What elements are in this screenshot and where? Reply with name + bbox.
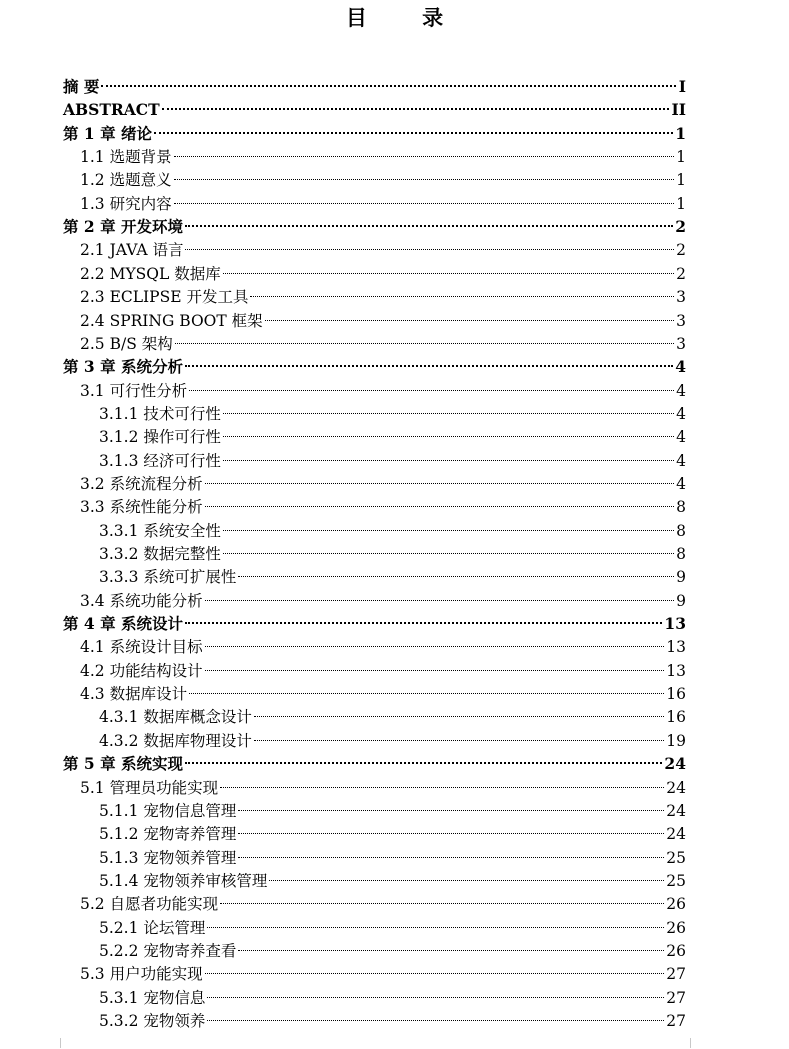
toc-entry[interactable] [99,537,686,563]
toc-entry-page-number: 3 [676,311,686,330]
toc-entry-page-number: 27 [666,988,686,1007]
toc-entry-label: 3.2 系统流程分析 [80,474,203,493]
toc-entry-label: 3.4 系统功能分析 [80,591,203,610]
toc-entry-label: 1.2 选题意义 [80,171,172,190]
toc-entry[interactable] [63,210,686,237]
toc-entry-label: 4.3.2 数据库物理设计 [99,731,252,750]
toc-entry[interactable] [80,677,686,704]
toc-dot-leader [185,747,662,769]
toc-entry-label: 3.1.1 技术可行性 [99,404,221,423]
toc-entry-page-number: 4 [675,357,686,377]
toc-entry[interactable] [63,70,686,96]
toc-entry[interactable] [80,327,686,353]
toc-entry[interactable] [63,93,686,120]
page-corner-mark-left [40,1038,61,1048]
toc-entry[interactable] [80,957,686,984]
toc-dot-leader [185,233,674,255]
toc-dot-leader [205,654,665,676]
toc-entry[interactable] [80,257,686,283]
toc-entry-page-number: 9 [676,568,686,587]
toc-entry-page-number: 24 [666,801,686,820]
toc-dot-leader [174,163,675,185]
toc-entry[interactable] [80,887,686,914]
toc-entry-label: ABSTRACT [63,100,160,120]
toc-dot-leader [250,280,674,302]
toc-entry[interactable] [63,607,686,634]
toc-entry-label: 3.1.2 操作可行性 [99,428,221,447]
toc-entry-label: 4.3.1 数据库概念设计 [99,708,252,727]
toc-entry[interactable] [99,981,686,1007]
toc-entry-label: 2.2 MYSQL 数据库 [80,264,221,283]
toc-dot-leader [207,1004,664,1026]
toc-entry-label: 5.1.4 宠物领养审核管理 [99,871,268,890]
toc-dot-leader [207,981,664,1003]
toc-entry-page-number: 3 [676,334,686,353]
toc-dot-leader [205,467,675,489]
toc-entry[interactable] [63,747,686,774]
toc-entry-label: 5.2.2 宠物寄养查看 [99,941,237,960]
toc-entry-page-number: 26 [666,895,686,914]
toc-entry-page-number: 4 [676,451,686,470]
toc-dot-leader [238,817,664,839]
toc-entry[interactable] [99,934,686,960]
toc-entry[interactable] [99,817,686,844]
toc-entry-page-number: 2 [676,241,686,260]
toc-dot-leader [238,794,664,816]
toc-dot-leader [189,374,674,396]
page-title: 目 录 [345,5,468,30]
toc-entry-page-number: 26 [666,941,686,960]
toc-entry-page-number: 8 [676,545,686,563]
toc-entry[interactable] [99,560,686,587]
toc-entry-label: 3.1 可行性分析 [80,381,188,400]
toc-dot-leader [238,934,664,956]
toc-entry[interactable] [99,864,686,890]
toc-entry-label: 摘 要 [63,77,100,96]
toc-entry-label: 5.2.1 论坛管理 [99,918,206,937]
toc-entry[interactable] [63,117,686,143]
toc-dot-leader [185,350,673,372]
toc-entry-page-number: 25 [666,871,686,890]
toc-entry[interactable] [99,724,686,750]
page-corner-mark-right [690,1038,711,1048]
toc-dot-leader [205,584,675,606]
toc-entry-label: 5.1.3 宠物领养管理 [99,848,237,867]
toc-entry-label: 3.1.3 经济可行性 [99,451,221,470]
toc-entry[interactable] [99,841,686,867]
toc-entry-label: 3.3.1 系统安全性 [99,521,221,540]
toc-entry-page-number: 4 [676,474,686,493]
toc-entry-label: 5.3 用户功能实现 [80,965,203,984]
toc-dot-leader [162,93,670,115]
toc-entry-label: 5.1 管理员功能实现 [80,778,219,797]
toc-dot-leader [238,841,664,863]
toc-entry-page-number: 13 [666,638,686,657]
toc-entry-label: 5.3.1 宠物信息 [99,988,206,1007]
toc-entry[interactable] [80,140,686,167]
toc-entry[interactable] [99,1004,686,1030]
toc-dot-leader [223,537,674,559]
toc-dot-leader [185,607,662,629]
toc-dot-leader [207,911,664,933]
toc-dot-leader [223,444,674,466]
toc-dot-leader [101,70,676,92]
toc-entry-page-number: 27 [666,1012,686,1030]
toc-dot-leader [189,677,664,699]
toc-dot-leader [175,327,674,349]
toc-entry-page-number: 26 [666,918,686,937]
toc-entry-page-number: 4 [676,404,686,423]
toc-entry-page-number: 8 [676,498,686,517]
toc-entry-page-number: 13 [664,614,686,634]
toc-entry-page-number: 19 [666,731,686,750]
toc-dot-leader [220,771,664,793]
toc-entry-page-number: I [678,77,686,96]
toc-entry-page-number: 2 [675,217,686,237]
toc-dot-leader [174,187,675,209]
toc-entry[interactable] [80,771,686,797]
toc-entry-page-number: 1 [676,194,686,213]
toc-entry-label: 3.3 系统性能分析 [80,498,203,517]
toc-entry[interactable] [80,280,686,307]
toc-entry-page-number: 1 [676,148,686,167]
toc-dot-leader [174,140,675,162]
toc-entry-label: 1.1 选题背景 [80,148,172,167]
toc-entry-label: 2.1 JAVA 语言 [80,241,184,260]
toc-entry-page-number: 2 [676,264,686,283]
toc-dot-leader [223,257,674,279]
toc-dot-leader [269,864,664,886]
toc-entry[interactable] [99,514,686,540]
toc-entry-page-number: 3 [676,288,686,307]
toc-entry-page-number: 1 [675,123,686,143]
toc-entry-label: 2.5 B/S 架构 [80,334,173,353]
toc-entry[interactable] [80,490,686,517]
toc-dot-leader [185,210,673,232]
toc-entry-page-number: 27 [666,965,686,984]
toc-entry-label: 5.1.1 宠物信息管理 [99,801,237,820]
toc-entry-label: 4.2 功能结构设计 [80,661,203,680]
toc-entry-page-number: 4 [676,428,686,447]
toc-entry-page-number: 24 [664,754,686,774]
toc-entry[interactable] [80,163,686,190]
toc-dot-leader [254,700,664,722]
toc-entry-page-number: 8 [676,521,686,540]
toc-entry[interactable] [80,233,686,260]
toc-dot-leader [223,397,674,419]
toc-entry-label: 第 2 章 开发环境 [63,217,183,237]
toc-dot-leader [220,887,664,909]
toc-dot-leader [223,420,674,442]
toc-entry-label: 5.3.2 宠物领养 [99,1012,206,1030]
toc-entry[interactable] [99,700,686,727]
toc-entry-label: 3.3.2 数据完整性 [99,545,221,563]
toc-entry-label: 1.3 研究内容 [80,194,172,213]
toc-dot-leader [238,560,674,582]
toc-entry-label: 2.3 ECLIPSE 开发工具 [80,288,249,307]
toc-entry-label: 2.4 SPRING BOOT 框架 [80,311,263,330]
toc-entry-page-number: 16 [666,708,686,727]
toc-entry-page-number: 4 [676,381,686,400]
toc-entry[interactable] [80,304,686,330]
toc-entry[interactable] [99,397,686,423]
toc-entry-label: 第 4 章 系统设计 [63,614,183,634]
toc-entry[interactable] [99,794,686,820]
toc-entry[interactable] [80,654,686,680]
toc-entry-page-number: 25 [666,848,686,867]
toc-entry-label: 第 3 章 系统分析 [63,357,183,377]
toc-entry-page-number: 13 [666,661,686,680]
toc-entry-page-number: 16 [666,685,686,704]
toc-entry[interactable] [80,374,686,400]
toc-entry-label: 第 1 章 绪论 [63,123,152,143]
toc-dot-leader [205,630,665,652]
toc-entry-label: 4.3 数据库设计 [80,685,188,704]
toc-entry[interactable] [80,467,686,493]
toc-entry[interactable] [99,911,686,937]
toc-entry[interactable] [80,584,686,610]
toc-entry-label: 3.3.3 系统可扩展性 [99,568,237,587]
toc-entry[interactable] [99,444,686,470]
toc-dot-leader [205,957,665,979]
toc-entry-label: 5.2 自愿者功能实现 [80,895,219,914]
toc-entry-page-number: II [671,100,686,120]
toc-entry[interactable] [80,630,686,657]
toc-dot-leader [265,304,674,326]
toc-dot-leader [254,724,664,746]
toc-entry-label: 5.1.2 宠物寄养管理 [99,825,237,844]
toc-dot-leader [223,514,674,536]
toc-entry-page-number: 24 [666,778,686,797]
toc-entry[interactable] [80,187,686,213]
toc-entry[interactable] [63,350,686,377]
toc-dot-leader [154,117,673,139]
toc-entry-page-number: 1 [676,171,686,190]
toc-dot-leader [205,490,675,512]
toc-entry-page-number: 9 [676,591,686,610]
toc-entry-label: 4.1 系统设计目标 [80,638,203,657]
toc-entry-label: 第 5 章 系统实现 [63,754,183,774]
toc-entry-page-number: 24 [666,825,686,844]
toc-entry[interactable] [99,420,686,447]
